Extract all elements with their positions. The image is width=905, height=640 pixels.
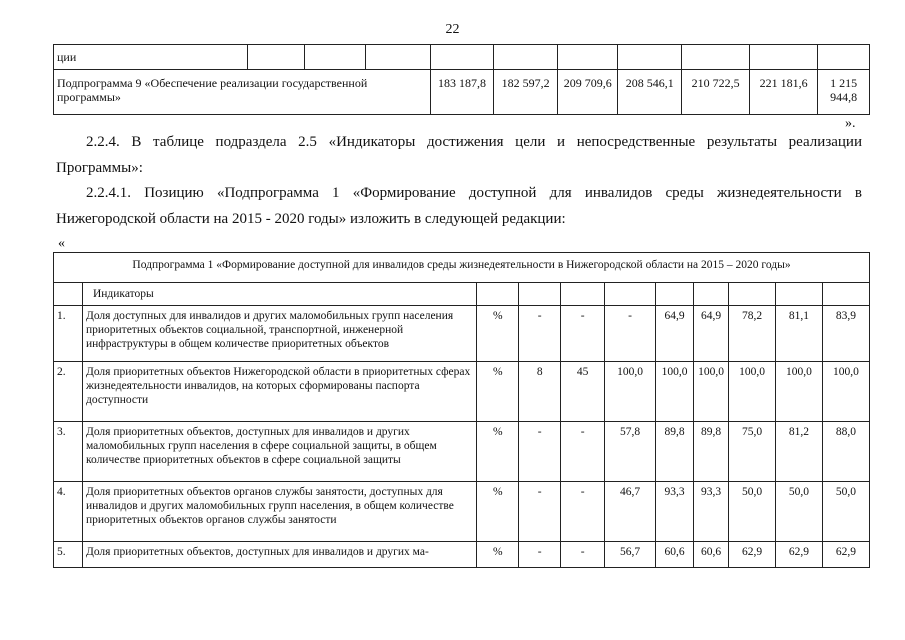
- indicator-value: -: [561, 482, 605, 542]
- row-label: ции: [54, 45, 248, 70]
- opening-quote: «: [58, 236, 65, 251]
- indicator-value: 89,8: [694, 422, 729, 482]
- indicator-value: 60,6: [656, 542, 694, 568]
- indicator-value: -: [519, 306, 561, 362]
- indicator-value: 100,0: [656, 362, 694, 422]
- indicator-value: 56,7: [605, 542, 656, 568]
- indicator-value: -: [519, 422, 561, 482]
- cell-value: 183 187,8: [430, 70, 494, 115]
- row-number: 4.: [54, 482, 83, 542]
- indicator-value: 64,9: [694, 306, 729, 362]
- table-row: [54, 362, 870, 422]
- paragraph: 2.2.4.1. Позицию «Подпрограмма 1 «Формирование доступной для инвалидов среды жизнедеятельности в Нижегородской области на 2015 - 2020 годы» изложить в следующей редакции:: [56, 185, 862, 227]
- unit-cell: %: [477, 306, 519, 362]
- indicator-value: 100,0: [605, 362, 656, 422]
- indicator-rows: [54, 306, 870, 568]
- indicator-value: 89,8: [656, 422, 694, 482]
- indicator-value: 46,7: [605, 482, 656, 542]
- row-number: 5.: [54, 542, 83, 568]
- indicator-value: -: [561, 422, 605, 482]
- indicator-value: -: [519, 542, 561, 568]
- indicator-value: -: [561, 306, 605, 362]
- indicator-value: 50,0: [776, 482, 823, 542]
- indicator-value: 100,0: [776, 362, 823, 422]
- table-row: [54, 45, 870, 70]
- indicator-name: Доля приоритетных объектов Нижегородской области в приоритетных сферах жизнедеятельности инвалидов, на которых сформированы паспорта доступности: [82, 362, 476, 422]
- indicator-name: Доля доступных для инвалидов и других маломобильных групп населения приоритетных объектов социальной, транспортной, инженерной инфраструктуры в общем количестве приоритетных объектов: [82, 306, 476, 362]
- section-label: Индикаторы: [82, 283, 476, 306]
- indicator-value: 93,3: [694, 482, 729, 542]
- indicator-value: 78,2: [729, 306, 776, 362]
- table-row: [54, 306, 870, 362]
- indicator-value: -: [519, 482, 561, 542]
- cell-value: 210 722,5: [682, 70, 750, 115]
- table-row: [54, 542, 870, 568]
- indicator-value: 64,9: [656, 306, 694, 362]
- budget-table: [53, 44, 870, 115]
- closing-quote: ».: [845, 116, 856, 131]
- unit-cell: %: [477, 422, 519, 482]
- unit-cell: %: [477, 362, 519, 422]
- indicator-value: 83,9: [822, 306, 869, 362]
- indicator-name: Доля приоритетных объектов, доступных для инвалидов и других ма-: [82, 542, 476, 568]
- indicator-name: Доля приоритетных объектов органов службы занятости, доступных для инвалидов и других маломобильных групп населения, в общем количестве приоритетных объектов органов службы занятости: [82, 482, 476, 542]
- row-label: Подпрограмма 9 «Обеспечение реализации государственной программы»: [54, 70, 431, 115]
- indicator-value: 81,2: [776, 422, 823, 482]
- indicator-value: 8: [519, 362, 561, 422]
- indicator-table: [53, 252, 870, 568]
- indicator-value: -: [561, 542, 605, 568]
- indicator-value: 62,9: [776, 542, 823, 568]
- indicator-value: 100,0: [822, 362, 869, 422]
- indicator-value: 62,9: [822, 542, 869, 568]
- indicator-value: 93,3: [656, 482, 694, 542]
- table-title-row: [54, 253, 870, 283]
- indicator-value: 50,0: [822, 482, 869, 542]
- cell-value: 208 546,1: [618, 70, 682, 115]
- section-row: [54, 283, 870, 306]
- table-title: Подпрограмма 1 «Формирование доступной для инвалидов среды жизнедеятельности в Нижегородской области на 2015 – 2020 годы»: [54, 253, 870, 283]
- cell-value: 182 597,2: [494, 70, 558, 115]
- indicator-value: 57,8: [605, 422, 656, 482]
- indicator-value: 75,0: [729, 422, 776, 482]
- indicator-value: 60,6: [694, 542, 729, 568]
- table-row: [54, 482, 870, 542]
- indicator-name: Доля приоритетных объектов, доступных для инвалидов и других маломобильных групп населения в сфере социальной защиты, в общем количестве приоритетных объектов в сфере социальной защиты: [82, 422, 476, 482]
- row-number: 1.: [54, 306, 83, 362]
- indicator-value: 50,0: [729, 482, 776, 542]
- indicator-value: -: [605, 306, 656, 362]
- indicator-value: 100,0: [729, 362, 776, 422]
- unit-cell: %: [477, 482, 519, 542]
- indicator-value: 81,1: [776, 306, 823, 362]
- indicator-value: 88,0: [822, 422, 869, 482]
- cell-value: 221 181,6: [750, 70, 818, 115]
- unit-cell: %: [477, 542, 519, 568]
- indicator-value: 100,0: [694, 362, 729, 422]
- indicator-value: 62,9: [729, 542, 776, 568]
- row-number: 2.: [54, 362, 83, 422]
- table-row: [54, 422, 870, 482]
- paragraph: 2.2.4. В таблице подраздела 2.5 «Индикаторы достижения цели и непосредственные результаты реализации Программы»:: [56, 134, 862, 176]
- cell-value: 209 709,6: [558, 70, 618, 115]
- cell-value: 1 215 944,8: [818, 70, 870, 115]
- indicator-value: 45: [561, 362, 605, 422]
- page-number: 22: [445, 22, 460, 37]
- table-row: [54, 70, 870, 115]
- row-number: 3.: [54, 422, 83, 482]
